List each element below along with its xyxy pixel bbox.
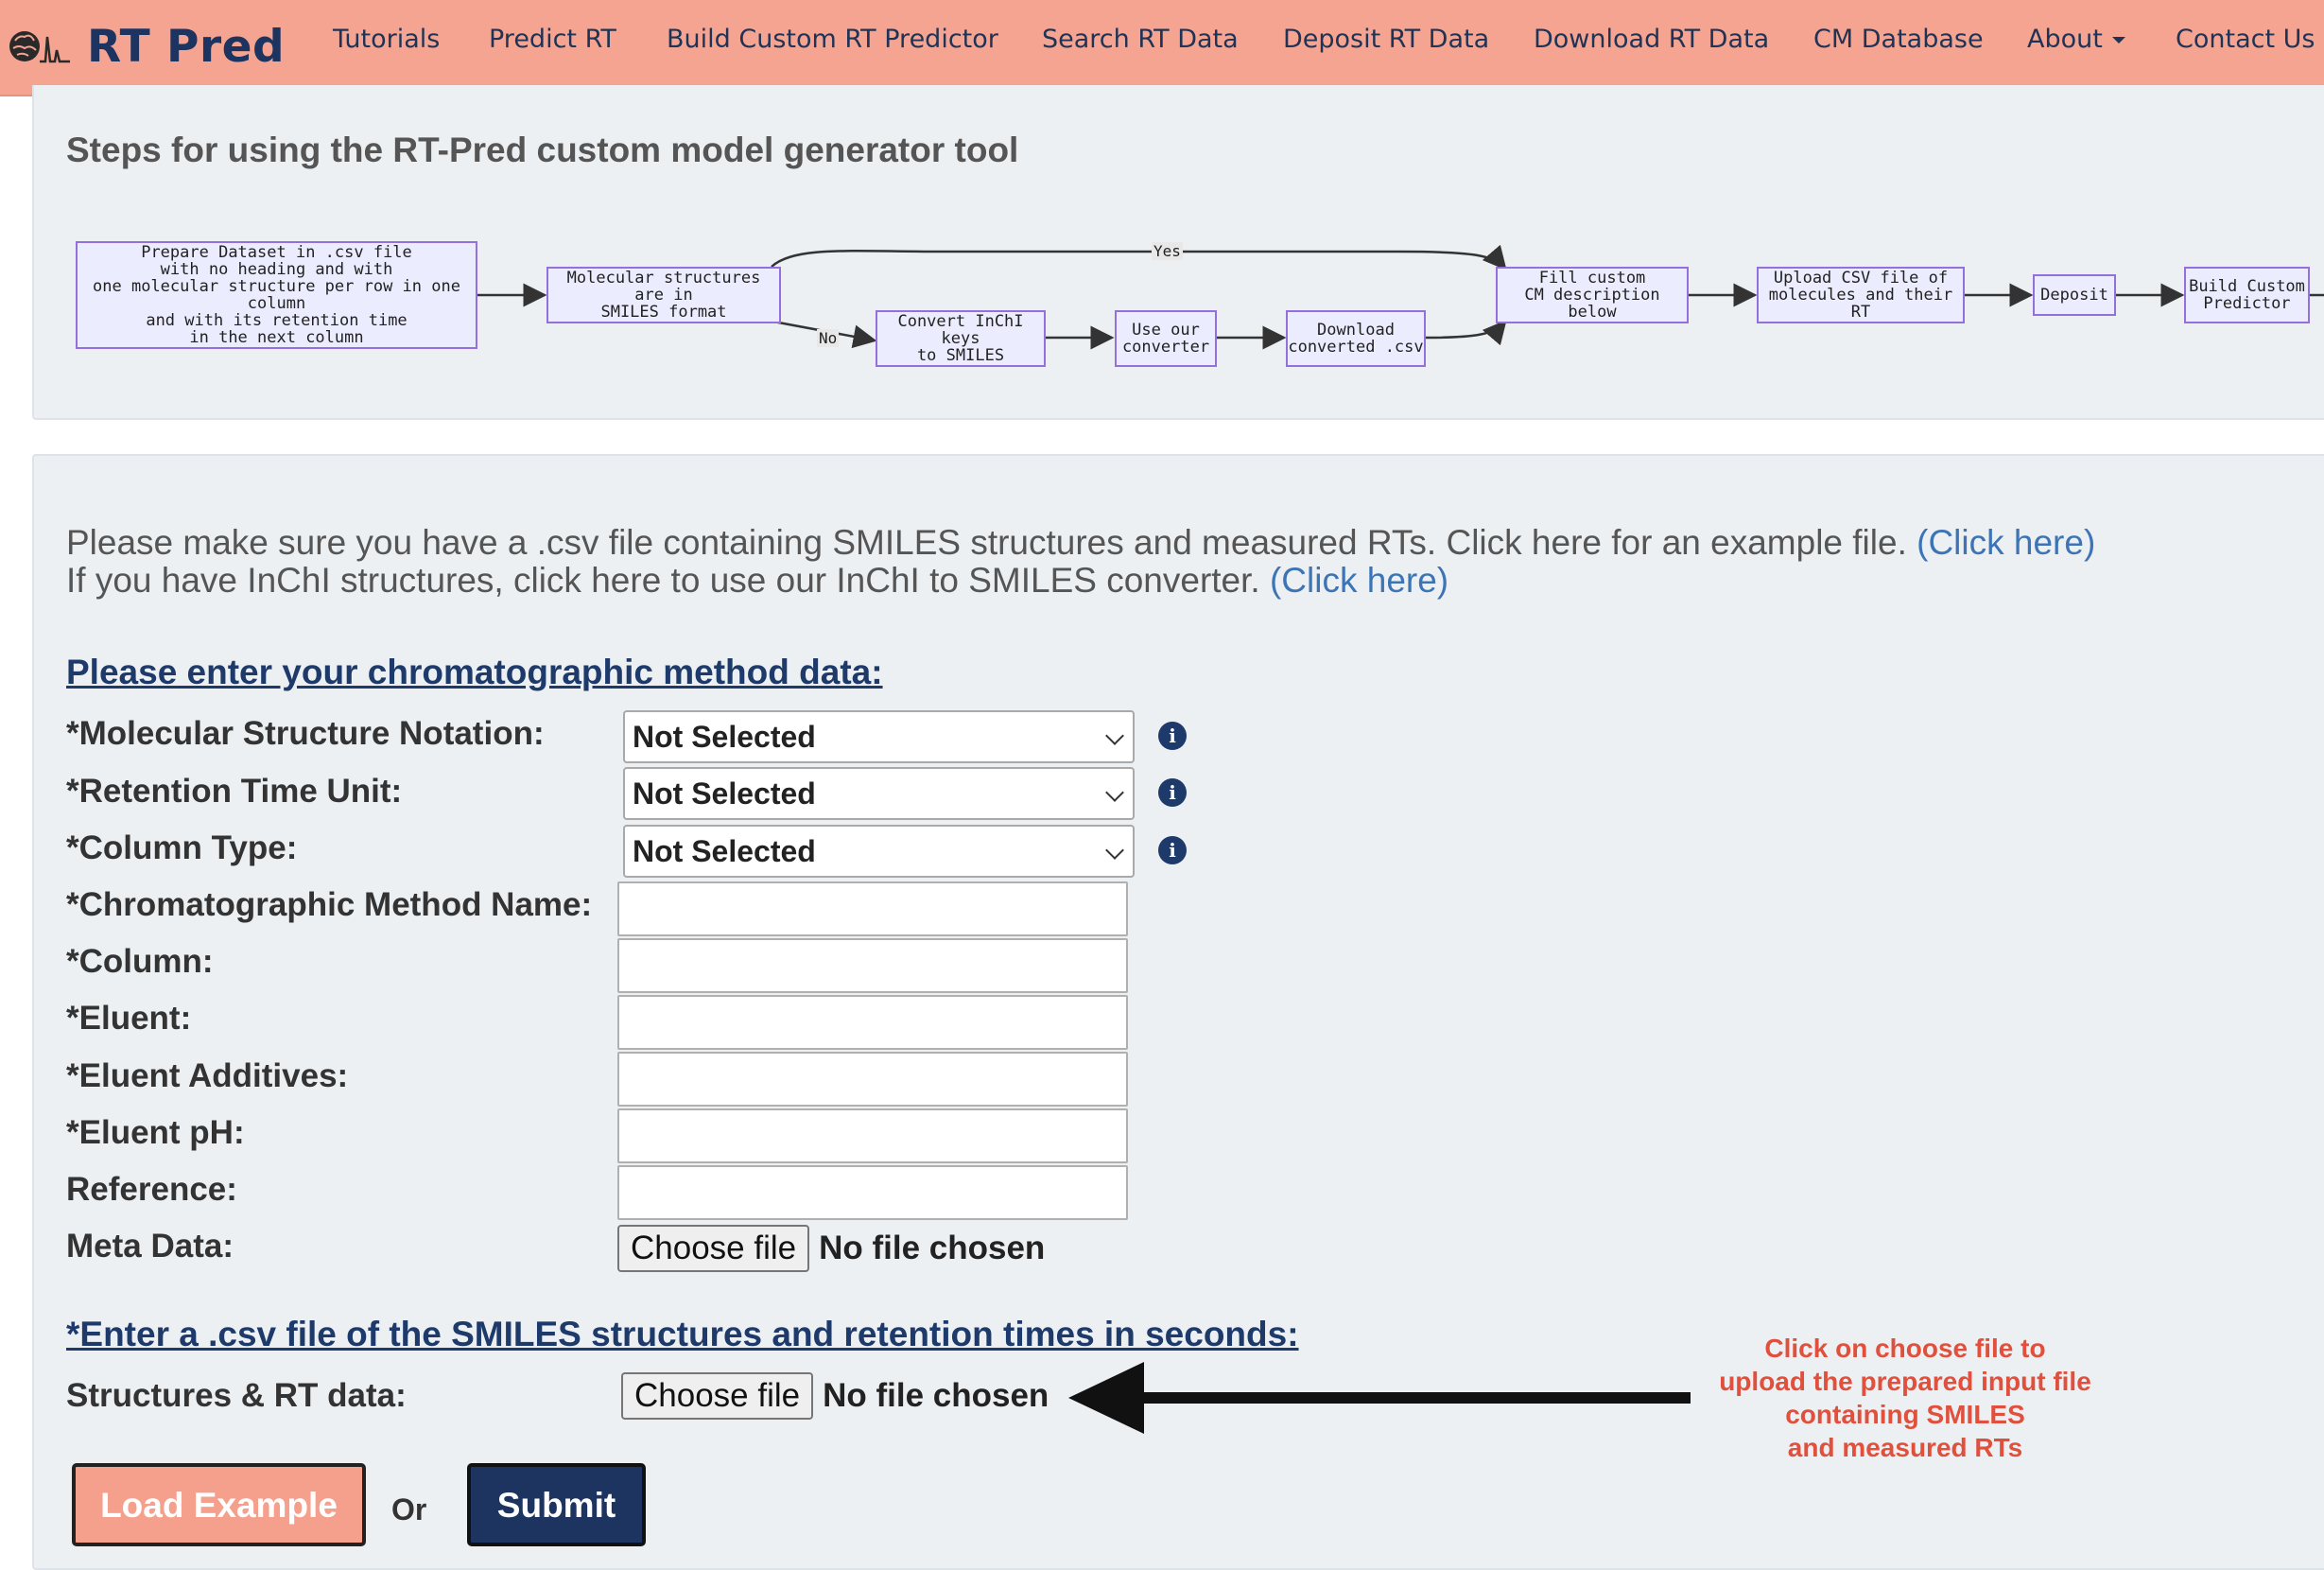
- flow-node-prepare-dataset: Prepare Dataset in .csv file with no heading and with one molecular structure per row in one column and with its retention time in the next column: [76, 241, 477, 349]
- rt-unit-select[interactable]: [623, 767, 1135, 820]
- steps-flowchart: [0, 218, 2324, 397]
- meta-data-label: Meta Data:: [66, 1228, 234, 1265]
- column-type-select[interactable]: [623, 825, 1135, 878]
- info-icon[interactable]: i: [1158, 778, 1187, 807]
- method-data-heading: Please enter your chromatographic method data:: [66, 653, 883, 691]
- nav-contact-us[interactable]: Contact Us: [2176, 25, 2315, 54]
- flow-node-use-converter: Use our converter: [1115, 310, 1217, 367]
- nav-about-label: About: [2027, 25, 2103, 54]
- pointer-arrow-icon: [1068, 1362, 1702, 1434]
- nav-tutorials[interactable]: Tutorials: [333, 25, 441, 54]
- reference-label: Reference:: [66, 1171, 237, 1208]
- flow-node-build-predictor: Build Custom Predictor: [2184, 267, 2310, 323]
- flow-node-fill-cm-description: Fill custom CM description below: [1496, 267, 1689, 323]
- annotation-line: Click on choose file to: [1764, 1334, 2046, 1363]
- nav-predict-rt[interactable]: Predict RT: [489, 25, 616, 54]
- column-type-label: *Column Type:: [66, 829, 298, 866]
- intro-line-example: [66, 523, 2095, 563]
- intro-line-converter: [66, 561, 1448, 601]
- eluent-ph-input[interactable]: [617, 1108, 1128, 1163]
- or-separator: Or: [391, 1492, 427, 1526]
- eluent-input[interactable]: [617, 995, 1128, 1050]
- csv-upload-heading: *Enter a .csv file of the SMILES structures and retention times in seconds:: [66, 1315, 1299, 1353]
- load-example-button[interactable]: Load Example: [72, 1463, 366, 1546]
- chevron-down-icon: [1105, 726, 1124, 745]
- top-navbar: [0, 0, 2324, 96]
- reference-input[interactable]: [617, 1165, 1128, 1220]
- flow-node-upload-csv: Upload CSV file of molecules and their RT: [1757, 267, 1965, 323]
- eluent-label: *Eluent:: [66, 1000, 192, 1037]
- brand[interactable]: [8, 13, 285, 79]
- structures-rt-label: Structures & RT data:: [66, 1377, 407, 1414]
- flow-node-convert-inchi: Convert InChI keys to SMILES: [876, 310, 1046, 367]
- annotation-line: and measured RTs: [1787, 1433, 2023, 1462]
- nav-deposit-rt-data[interactable]: Deposit RT Data: [1283, 25, 1490, 54]
- nav-cm-database[interactable]: CM Database: [1813, 25, 1984, 54]
- info-icon[interactable]: i: [1158, 722, 1187, 750]
- nav-about-dropdown[interactable]: [2027, 25, 2125, 54]
- brand-name: RT Pred: [87, 20, 286, 73]
- nav-download-rt-data[interactable]: Download RT Data: [1534, 25, 1770, 54]
- intro-text-converter: If you have InChI structures, click here to use our InChI to SMILES converter.: [66, 561, 1260, 600]
- edge-label-yes: Yes: [1153, 242, 1181, 260]
- meta-data-choose-file-button[interactable]: Choose file: [617, 1225, 809, 1272]
- upload-hint-annotation: [1692, 1332, 2118, 1464]
- nav-search-rt-data[interactable]: Search RT Data: [1042, 25, 1239, 54]
- brain-chromatogram-logo-icon: [8, 24, 72, 69]
- flow-node-deposit: Deposit: [2033, 274, 2116, 316]
- structures-rt-file-input: [621, 1371, 1049, 1421]
- structures-rt-choose-file-button[interactable]: Choose file: [621, 1372, 813, 1420]
- eluent-additives-input[interactable]: [617, 1052, 1128, 1107]
- inchi-converter-link[interactable]: (Click here): [1269, 561, 1449, 600]
- structures-rt-file-status: No file chosen: [823, 1377, 1049, 1414]
- eluent-additives-label: *Eluent Additives:: [66, 1057, 349, 1094]
- edge-label-no: No: [819, 329, 838, 347]
- nav-build-custom-rt-predictor[interactable]: Build Custom RT Predictor: [667, 25, 998, 54]
- rt-unit-select-value: Not Selected: [633, 776, 816, 811]
- chevron-down-icon: [1105, 841, 1124, 860]
- column-label: *Column:: [66, 943, 214, 980]
- annotation-line: upload the prepared input file: [1719, 1367, 2091, 1396]
- chevron-down-icon: [1105, 783, 1124, 802]
- notation-label: *Molecular Structure Notation:: [66, 715, 545, 752]
- notation-select-value: Not Selected: [633, 720, 816, 754]
- meta-data-file-input: [617, 1224, 1045, 1273]
- annotation-line: containing SMILES: [1785, 1400, 2025, 1429]
- eluent-ph-label: *Eluent pH:: [66, 1114, 245, 1151]
- flow-node-download-converted: Download converted .csv: [1286, 310, 1426, 367]
- flow-node-smiles-format: Molecular structures are in SMILES format: [546, 267, 781, 323]
- method-name-input[interactable]: [617, 881, 1128, 936]
- method-name-label: *Chromatographic Method Name:: [66, 886, 593, 923]
- meta-data-file-status: No file chosen: [819, 1230, 1046, 1266]
- submit-button[interactable]: Submit: [467, 1463, 646, 1546]
- intro-text-example: Please make sure you have a .csv file containing SMILES structures and measured RTs. Click here for an example file.: [66, 523, 1907, 562]
- column-type-select-value: Not Selected: [633, 834, 816, 868]
- notation-select[interactable]: [623, 710, 1135, 763]
- rt-unit-label: *Retention Time Unit:: [66, 773, 403, 810]
- column-input[interactable]: [617, 938, 1128, 993]
- caret-down-icon: [2112, 37, 2125, 44]
- steps-title: Steps for using the RT-Pred custom model generator tool: [66, 131, 1019, 169]
- example-file-link[interactable]: (Click here): [1916, 523, 2096, 562]
- info-icon[interactable]: i: [1158, 836, 1187, 864]
